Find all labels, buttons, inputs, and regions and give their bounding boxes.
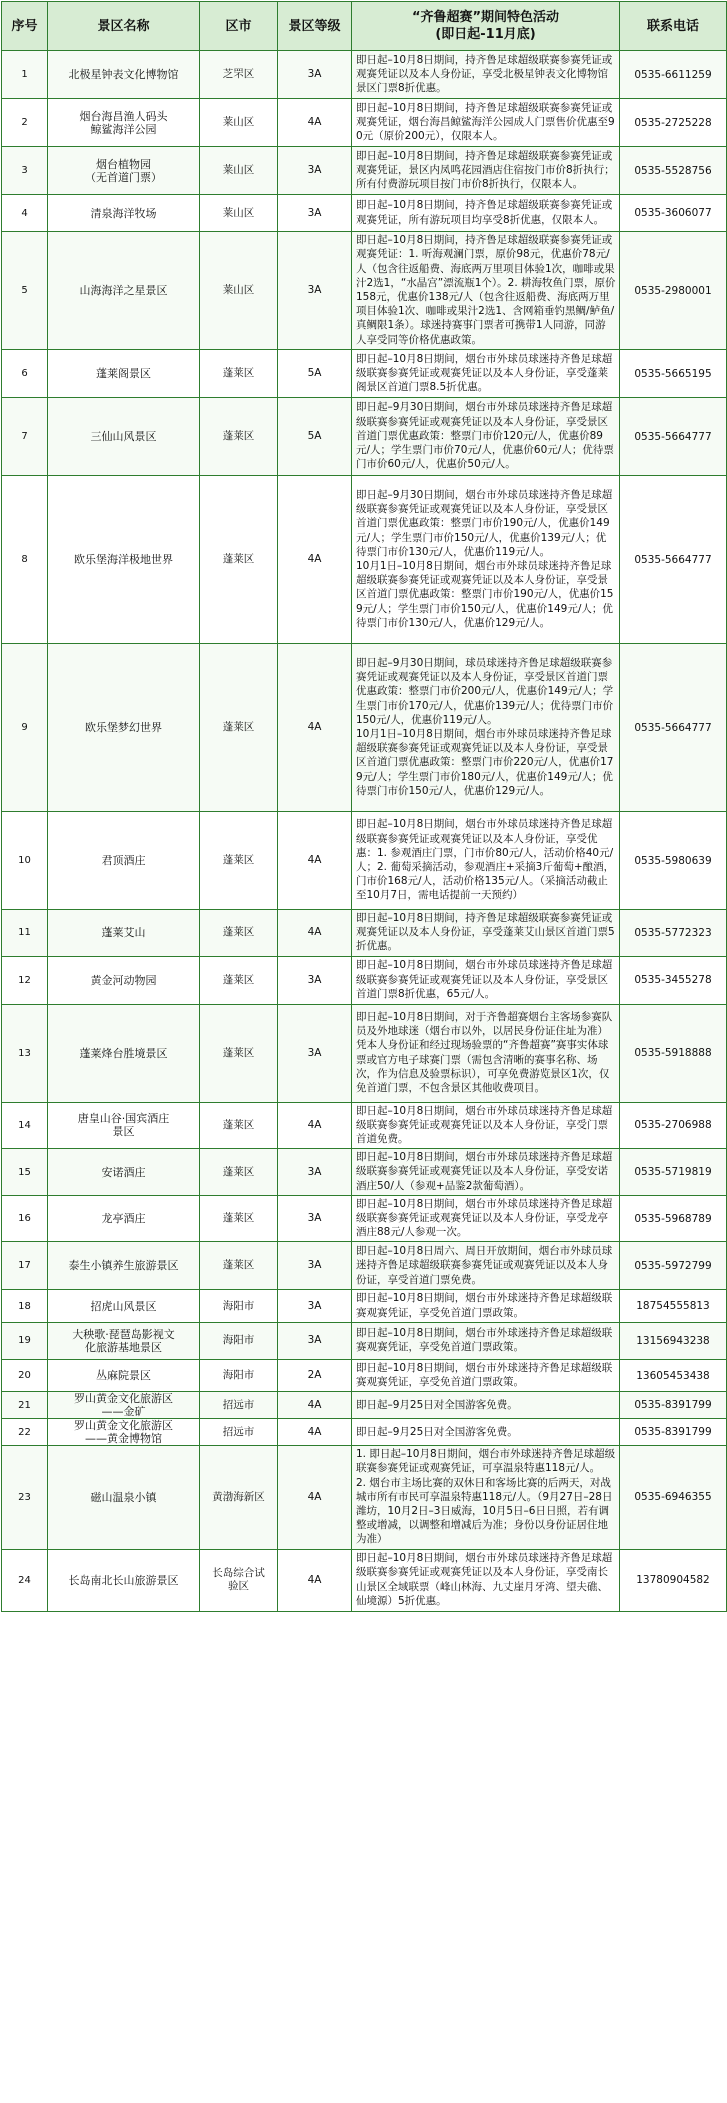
district: 蓬莱区 [200, 644, 278, 812]
district: 黄渤海新区 [200, 1446, 278, 1549]
scenic-level: 4A [278, 910, 352, 957]
district: 蓬莱区 [200, 1242, 278, 1290]
contact-phone: 0535-3606077 [620, 195, 727, 232]
table-row [2, 1290, 727, 1322]
row-number: 16 [2, 1195, 48, 1242]
scenic-level: 4A [278, 1102, 352, 1149]
header-level: 景区等级 [278, 2, 352, 51]
scenic-spot-name: 山海海洋之星景区 [48, 232, 200, 350]
row-number: 9 [2, 644, 48, 812]
activity-description: 即日起–10月8日期间，持齐鲁足球超级联赛参赛凭证或观赛凭证，所有游玩项目均享受8折优惠，仅限本人。 [352, 195, 620, 232]
scenic-level: 4A [278, 99, 352, 147]
contact-phone: 13156943238 [620, 1322, 727, 1359]
district: 莱山区 [200, 99, 278, 147]
activity-description: 即日起–10月8日周六、周日开放期间，烟台市外球员球迷持齐鲁足球超级联赛参赛凭证或观赛凭证以及本人身份证，享受首道门票免费。 [352, 1242, 620, 1290]
header-district: 区市 [200, 2, 278, 51]
table-row [2, 1392, 727, 1419]
activity-description: 即日起–10月8日期间，持齐鲁足球超级联赛参赛凭证或观赛凭证，景区内凤鸣花园酒店住宿按门市价8折执行；所有付费游玩项目按门市价8折执行，仅限本人。 [352, 147, 620, 195]
contact-phone: 0535-5980639 [620, 812, 727, 910]
table-row [2, 644, 727, 812]
scenic-spot-name: 丛麻院景区 [48, 1359, 200, 1391]
scenic-spot-name: 黄金河动物园 [48, 956, 200, 1004]
row-number: 20 [2, 1359, 48, 1391]
scenic-spot-name: 君顶酒庄 [48, 812, 200, 910]
table-row [2, 232, 727, 350]
scenic-level: 3A [278, 51, 352, 99]
scenic-spot-name: 磁山温泉小镇 [48, 1446, 200, 1549]
scenic-level: 3A [278, 1004, 352, 1102]
header-activity-line1: “齐鲁超赛”期间特色活动 [411, 10, 560, 25]
table-row [2, 1322, 727, 1359]
district: 蓬莱区 [200, 350, 278, 398]
contact-phone: 0535-2980001 [620, 232, 727, 350]
table-row [2, 1102, 727, 1149]
contact-phone: 0535-3455278 [620, 956, 727, 1004]
activity-description: 即日起–9月25日对全国游客免费。 [352, 1419, 620, 1446]
table-row [2, 910, 727, 957]
row-number: 21 [2, 1392, 48, 1419]
row-number: 6 [2, 350, 48, 398]
district: 蓬莱区 [200, 398, 278, 476]
row-number: 24 [2, 1549, 48, 1611]
activity-description: 即日起–10月8日期间，烟台市外球员球迷持齐鲁足球超级联赛参赛凭证或观赛凭证以及本人身份证，享受龙亭酒庄88元/人参观一次。 [352, 1195, 620, 1242]
contact-phone: 0535-5968789 [620, 1195, 727, 1242]
scenic-level: 4A [278, 476, 352, 644]
row-number: 12 [2, 956, 48, 1004]
activity-description: 即日起–10月8日期间，对于齐鲁超赛烟台主客场参赛队员及外地球迷（烟台市以外，以居民身份证住址为准）凭本人身份证和经过现场验票的“齐鲁超赛”赛事实体球票或官方电子球赛门票（需包含清晰的赛事名称、场次，作为信息及验票标识），可享免费游览景区1次，仅免首道门票，不包含景区其他收费项目。 [352, 1004, 620, 1102]
contact-phone: 13780904582 [620, 1549, 727, 1611]
district: 蓬莱区 [200, 1195, 278, 1242]
district: 芝罘区 [200, 51, 278, 99]
scenic-spot-name: 唐皇山谷·国宾酒庄 景区 [48, 1102, 200, 1149]
table-row [2, 1195, 727, 1242]
scenic-spot-name: 安诺酒庄 [48, 1149, 200, 1196]
district: 蓬莱区 [200, 910, 278, 957]
scenic-spot-name: 招虎山风景区 [48, 1290, 200, 1322]
district: 招远市 [200, 1419, 278, 1446]
scenic-level: 5A [278, 350, 352, 398]
contact-phone: 0535-6946355 [620, 1446, 727, 1549]
scenic-level: 5A [278, 398, 352, 476]
contact-phone: 0535-5665195 [620, 350, 727, 398]
district: 蓬莱区 [200, 812, 278, 910]
row-number: 1 [2, 51, 48, 99]
contact-phone: 0535-5772323 [620, 910, 727, 957]
table-row [2, 1549, 727, 1611]
scenic-spot-name: 蓬莱烽台胜境景区 [48, 1004, 200, 1102]
district: 蓬莱区 [200, 476, 278, 644]
table-row [2, 1004, 727, 1102]
activity-description: 即日起–10月8日期间，持齐鲁足球超级联赛参赛凭证或观赛凭证以及本人身份证，享受蓬莱艾山景区首道门票5折优惠。 [352, 910, 620, 957]
row-number: 22 [2, 1419, 48, 1446]
header-activity [352, 2, 620, 51]
scenic-level: 4A [278, 812, 352, 910]
activity-description: 即日起–10月8日期间，烟台市外球员球迷持齐鲁足球超级联赛参赛凭证或观赛凭证以及本人身份证，享受安诺酒庄50/人（参观+品鉴2款葡萄酒）。 [352, 1149, 620, 1196]
row-number: 23 [2, 1446, 48, 1549]
activity-description: 即日起–9月30日期间，球员球迷持齐鲁足球超级联赛参赛凭证或观赛凭证以及本人身份证，享受景区首道门票优惠政策：整票门市价200元/人，优惠价149元/人；学生票门市价170元/人，优惠价139元/人；优待票门市价150元/人，优惠价119元/人。 10月1日–10月8日期间，烟台市外球员球迷持齐鲁足球超级联赛参赛凭证或观赛凭证以及本人身份证，享受景区首道门票优惠政策：整票门市价220元/人，优惠价179元/人；学生票门市价180元/人，优惠价149元/人；优待票门市价150元/人，优惠价129元/人。 [352, 644, 620, 812]
contact-phone: 0535-8391799 [620, 1419, 727, 1446]
scenic-spot-name: 清泉海洋牧场 [48, 195, 200, 232]
activity-description: 即日起–9月30日期间，烟台市外球员球迷持齐鲁足球超级联赛参赛凭证或观赛凭证以及本人身份证，享受景区首道门票优惠政策：整票门市价120元/人，优惠价89元/人；学生票门市价70元/人，优惠价60元/人；优待票门市价60元/人，优惠价50元/人。 [352, 398, 620, 476]
activity-description: 即日起–10月8日期间，烟台市外球员球迷持齐鲁足球超级联赛参赛凭证或观赛凭证以及本人身份证，享受蓬莱阁景区首道门票8.5折优惠。 [352, 350, 620, 398]
scenic-spot-name: 三仙山风景区 [48, 398, 200, 476]
district: 蓬莱区 [200, 1149, 278, 1196]
row-number: 2 [2, 99, 48, 147]
contact-phone: 0535-5664777 [620, 476, 727, 644]
row-number: 5 [2, 232, 48, 350]
activity-description: 即日起–10月8日期间，持齐鲁足球超级联赛参赛凭证或观赛凭证：1. 听海观澜门票，原价98元，优惠价78元/人（包含往返船费、海底两万里项目体验1次，咖啡或果汁2选1，“水晶宫”漂流瓶1个）。2. 耕海牧鱼门票，原价158元，优惠价138元/人（包含往返船费、海底两万里项目体验1次、咖啡或果汁2选1、含网箱垂钓黑鲷/鲈鱼/真鲷限1条）。球迷持赛事门票者可携带1人同游，同游人享受同等价格优惠政策。 [352, 232, 620, 350]
scenic-level: 3A [278, 1242, 352, 1290]
header-phone: 联系电话 [620, 2, 727, 51]
contact-phone: 0535-6611259 [620, 51, 727, 99]
activity-description: 即日起–10月8日期间，持齐鲁足球超级联赛参赛凭证或观赛凭证以及本人身份证，享受北极星钟表文化博物馆景区门票8折优惠。 [352, 51, 620, 99]
district: 蓬莱区 [200, 1102, 278, 1149]
row-number: 15 [2, 1149, 48, 1196]
scenic-spot-name: 罗山黄金文化旅游区 ——金矿 [48, 1392, 200, 1419]
scenic-level: 4A [278, 1446, 352, 1549]
scenic-spots-table [1, 1, 727, 1612]
table-row [2, 51, 727, 99]
scenic-spot-name: 欧乐堡梦幻世界 [48, 644, 200, 812]
table-row [2, 147, 727, 195]
header-name: 景区名称 [48, 2, 200, 51]
scenic-level: 3A [278, 147, 352, 195]
scenic-spot-name: 蓬莱阁景区 [48, 350, 200, 398]
row-number: 13 [2, 1004, 48, 1102]
contact-phone: 18754555813 [620, 1290, 727, 1322]
row-number: 14 [2, 1102, 48, 1149]
table-row [2, 99, 727, 147]
scenic-level: 3A [278, 956, 352, 1004]
scenic-level: 3A [278, 1322, 352, 1359]
district: 莱山区 [200, 147, 278, 195]
contact-phone: 0535-5664777 [620, 398, 727, 476]
scenic-level: 4A [278, 1419, 352, 1446]
scenic-spot-name: 蓬莱艾山 [48, 910, 200, 957]
activity-description: 即日起–10月8日期间，烟台市外球迷持齐鲁足球超级联赛观赛凭证，享受免首道门票政策。 [352, 1359, 620, 1391]
scenic-spot-name: 龙亭酒庄 [48, 1195, 200, 1242]
district: 莱山区 [200, 195, 278, 232]
activity-description: 即日起–10月8日期间，烟台市外球员球迷持齐鲁足球超级联赛参赛凭证或观赛凭证以及本人身份证，享受南长山景区全域联票（峰山林海、九丈崖月牙湾、望夫礁、仙境源）5折优惠。 [352, 1549, 620, 1611]
activity-description: 即日起–10月8日期间，烟台市外球员球迷持齐鲁足球超级联赛参赛凭证或观赛凭证以及本人身份证，享受门票首道免费。 [352, 1102, 620, 1149]
activity-description: 即日起–10月8日期间，烟台市外球员球迷持齐鲁足球超级联赛参赛凭证或观赛凭证以及本人身份证，享受优惠：1. 参观酒庄门票，门市价80元/人，活动价格40元/人；2. 葡萄采摘活动，参观酒庄+采摘3斤葡萄+酿酒，门市价168元/人，活动价格135元/人。（采摘活动截止至10月7日，需电话提前一天预约） [352, 812, 620, 910]
table-row [2, 195, 727, 232]
table-row [2, 398, 727, 476]
scenic-spot-name: 北极星钟表文化博物馆 [48, 51, 200, 99]
row-number: 17 [2, 1242, 48, 1290]
activity-description: 即日起–10月8日期间，烟台市外球员球迷持齐鲁足球超级联赛参赛凭证或观赛凭证以及本人身份证，享受景区首道门票8折优惠，65元/人。 [352, 956, 620, 1004]
district: 海阳市 [200, 1322, 278, 1359]
row-number: 7 [2, 398, 48, 476]
scenic-spot-name: 罗山黄金文化旅游区 ——黄金博物馆 [48, 1419, 200, 1446]
district: 招远市 [200, 1392, 278, 1419]
row-number: 19 [2, 1322, 48, 1359]
table-row [2, 1242, 727, 1290]
header-activity-line2: (即日起-11月底) [435, 27, 536, 42]
row-number: 18 [2, 1290, 48, 1322]
activity-description: 即日起–9月25日对全国游客免费。 [352, 1392, 620, 1419]
row-number: 11 [2, 910, 48, 957]
scenic-level: 3A [278, 1149, 352, 1196]
table-row [2, 956, 727, 1004]
contact-phone: 0535-8391799 [620, 1392, 727, 1419]
contact-phone: 0535-5972799 [620, 1242, 727, 1290]
table-row [2, 1446, 727, 1549]
activity-description: 即日起–10月8日期间，烟台市外球迷持齐鲁足球超级联赛观赛凭证，享受免首道门票政策。 [352, 1290, 620, 1322]
activity-description: 即日起–9月30日期间，烟台市外球员球迷持齐鲁足球超级联赛参赛凭证或观赛凭证以及本人身份证，享受景区首道门票优惠政策：整票门市价190元/人，优惠价149元/人；学生票门市价150元/人，优惠价139元/人；优待票门市价130元/人，优惠价119元/人。 10月1日–10月8日期间，烟台市外球员球迷持齐鲁足球超级联赛参赛凭证或观赛凭证以及本人身份证，享受景区首道门票优惠政策：整票门市价190元/人，优惠价159元/人；学生票门市价150元/人，优惠价149元/人；优待票门市价130元/人，优惠价129元/人。 [352, 476, 620, 644]
header-no: 序号 [2, 2, 48, 51]
table-header-row [2, 2, 727, 51]
scenic-level: 3A [278, 195, 352, 232]
activity-description: 即日起–10月8日期间，烟台市外球迷持齐鲁足球超级联赛观赛凭证，享受免首道门票政策。 [352, 1322, 620, 1359]
row-number: 4 [2, 195, 48, 232]
row-number: 10 [2, 812, 48, 910]
scenic-level: 3A [278, 1195, 352, 1242]
scenic-level: 4A [278, 1549, 352, 1611]
district: 海阳市 [200, 1290, 278, 1322]
district: 海阳市 [200, 1359, 278, 1391]
district: 莱山区 [200, 232, 278, 350]
scenic-level: 3A [278, 232, 352, 350]
contact-phone: 0535-5528756 [620, 147, 727, 195]
row-number: 3 [2, 147, 48, 195]
activity-description: 1. 即日起–10月8日期间，烟台市外球迷持齐鲁足球超级联赛参赛凭证或观赛凭证，可享温泉特惠118元/人。 2. 烟台市主场比赛的双休日和客场比赛的后两天，对战城市所有市民可享温泉特惠118元/人。（9月27日–28日潍坊，10月2日–3日威海，10月5日–6日日照，若有调整或增减，以调整和增减后为准；身份以身份证居住地为准） [352, 1446, 620, 1549]
scenic-spot-name: 烟台植物园 （无首道门票） [48, 147, 200, 195]
scenic-spot-name: 泰生小镇养生旅游景区 [48, 1242, 200, 1290]
district: 蓬莱区 [200, 956, 278, 1004]
contact-phone: 0535-2725228 [620, 99, 727, 147]
contact-phone: 0535-5918888 [620, 1004, 727, 1102]
scenic-spot-name: 烟台海昌渔人码头 鲸鲨海洋公园 [48, 99, 200, 147]
scenic-level: 4A [278, 1392, 352, 1419]
row-number: 8 [2, 476, 48, 644]
table-row [2, 476, 727, 644]
scenic-level: 2A [278, 1359, 352, 1391]
contact-phone: 0535-5664777 [620, 644, 727, 812]
activity-description: 即日起–10月8日期间，持齐鲁足球超级联赛参赛凭证或观赛凭证，烟台海昌鲸鲨海洋公园成人门票售价优惠至90元（原价200元），仅限本人。 [352, 99, 620, 147]
scenic-spot-name: 欧乐堡海洋极地世界 [48, 476, 200, 644]
district: 长岛综合试 验区 [200, 1549, 278, 1611]
contact-phone: 0535-5719819 [620, 1149, 727, 1196]
contact-phone: 13605453438 [620, 1359, 727, 1391]
contact-phone: 0535-2706988 [620, 1102, 727, 1149]
table-row [2, 1149, 727, 1196]
table-row [2, 1419, 727, 1446]
scenic-level: 4A [278, 644, 352, 812]
district: 蓬莱区 [200, 1004, 278, 1102]
scenic-spot-name: 大秧歌·琵琶岛影视文 化旅游基地景区 [48, 1322, 200, 1359]
table-row [2, 350, 727, 398]
table-row [2, 1359, 727, 1391]
table-row [2, 812, 727, 910]
scenic-spot-name: 长岛南北长山旅游景区 [48, 1549, 200, 1611]
scenic-level: 3A [278, 1290, 352, 1322]
